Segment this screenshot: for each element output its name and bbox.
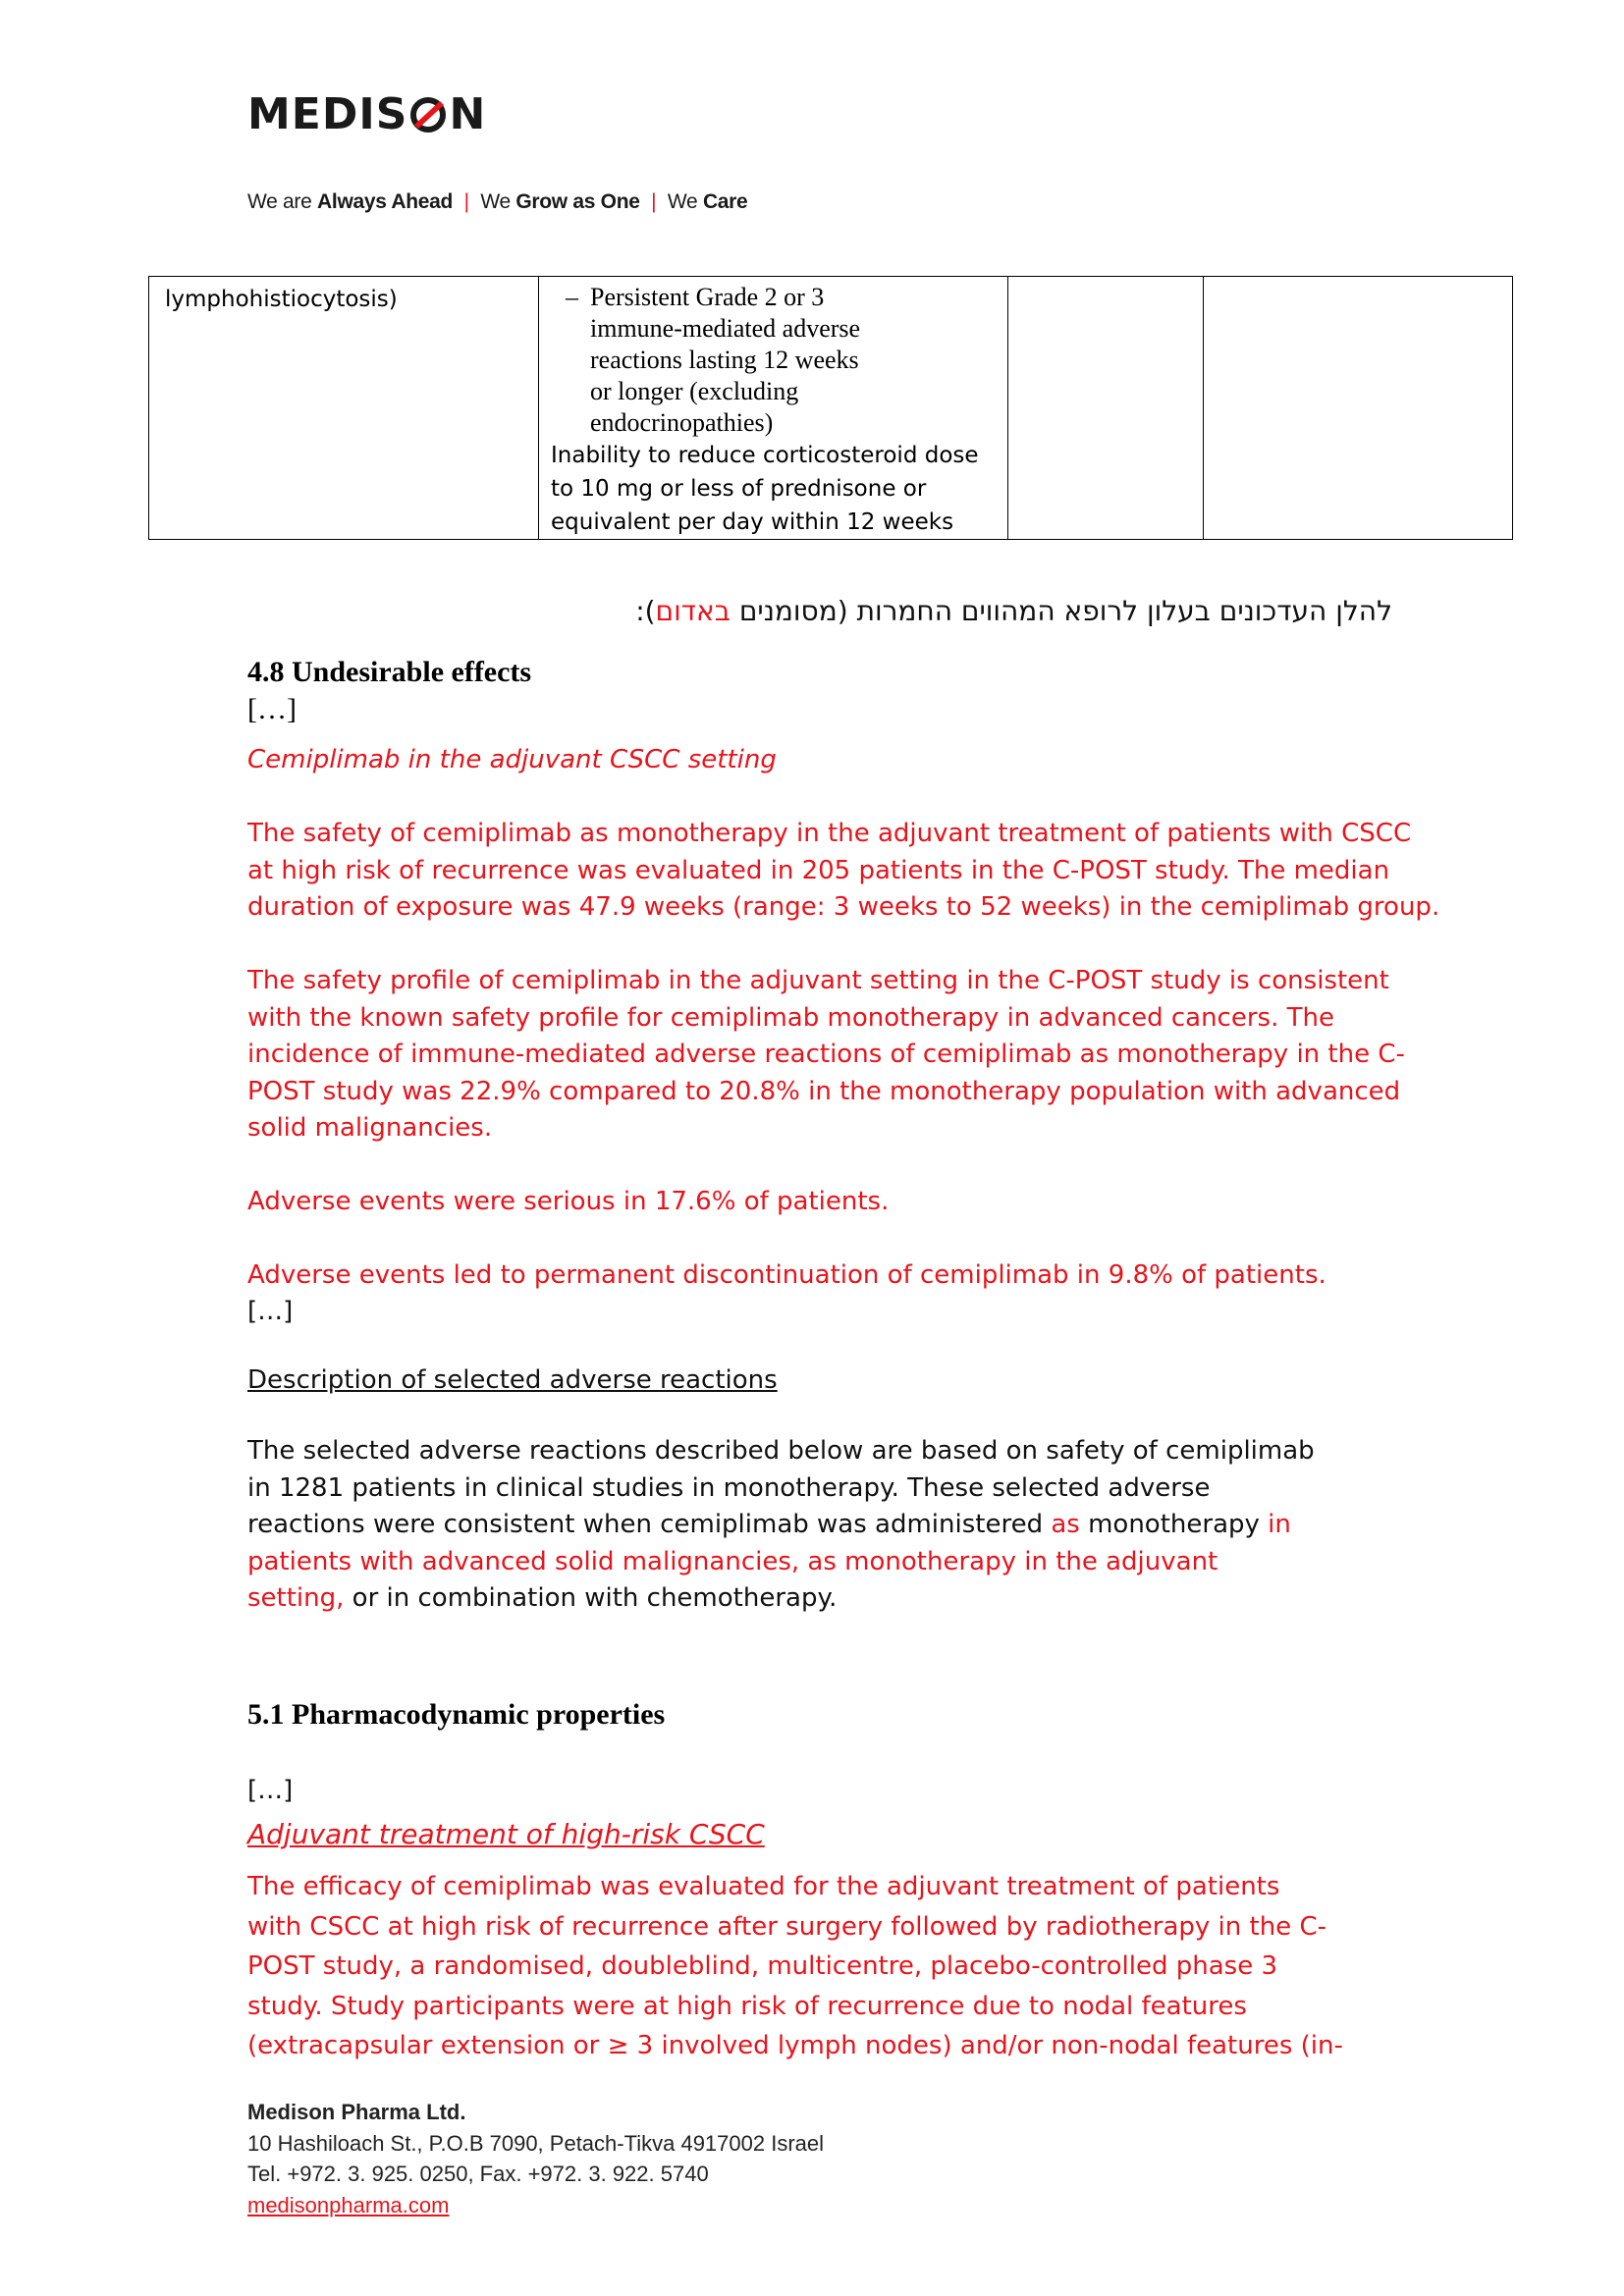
hebrew-text: להלן העדכונים בעלון לרופא המהווים החמרות (מסומנים bbox=[730, 595, 1392, 627]
tagline-separator: | bbox=[463, 190, 469, 213]
table-cell bbox=[1204, 277, 1513, 540]
ellipsis: […] bbox=[247, 1297, 294, 1326]
text-line: solid malignancies. bbox=[247, 1113, 493, 1143]
section-heading-5-1: 5.1 Pharmacodynamic properties bbox=[247, 1698, 666, 1731]
text-run: reactions were consistent when cemiplimab was administered bbox=[247, 1510, 1052, 1539]
table-bullet bbox=[551, 282, 1003, 439]
table-cell bbox=[149, 277, 539, 540]
text-line: at high risk of recurrence was evaluated in 205 patients in the C-POST study. The median bbox=[247, 855, 1390, 885]
bullet-text bbox=[590, 282, 904, 439]
tagline-separator: | bbox=[651, 190, 657, 213]
text-line: The selected adverse reactions described below are based on safety of cemiplimab bbox=[247, 1436, 1315, 1466]
table-cell-text: lymphohistiocytosis) bbox=[165, 287, 398, 312]
paragraph bbox=[247, 1867, 1343, 2066]
adverse-reaction-table bbox=[148, 276, 1513, 540]
text-line: incidence of immune-mediated adverse reactions of cemiplimab as monotherapy in the C- bbox=[247, 1040, 1405, 1069]
text-run: or in combination with chemotherapy. bbox=[344, 1583, 838, 1613]
text-line: in 1281 patients in clinical studies in monotherapy. These selected adverse bbox=[247, 1472, 1211, 1503]
table-row bbox=[149, 277, 1513, 540]
footer-contact: Tel. +972. 3. 925. 0250, Fax. +972. 3. 922. 5740 bbox=[247, 2162, 709, 2186]
bullet-line: reactions lasting 12 weeks bbox=[590, 346, 859, 374]
table-cell bbox=[1008, 277, 1204, 540]
paragraph: Adverse events led to permanent discontinuation of cemiplimab in 9.8% of patients. bbox=[247, 1260, 1326, 1290]
text-run-red: in bbox=[1268, 1510, 1291, 1539]
logo-text-left: MEDIS bbox=[247, 89, 408, 139]
bullet-line: or longer (excluding bbox=[590, 377, 799, 405]
hebrew-text: ): bbox=[635, 595, 656, 627]
text-line: with CSCC at high risk of recurrence after surgery followed by radiotherapy in the C- bbox=[247, 1911, 1326, 1942]
subheading-adjuvant: Cemiplimab in the adjuvant CSCC setting bbox=[247, 745, 777, 774]
cell-line: Inability to reduce corticosteroid dose bbox=[551, 443, 979, 468]
tagline bbox=[247, 190, 747, 214]
tagline-part: We are bbox=[247, 190, 318, 213]
table-cell bbox=[539, 277, 1008, 540]
footer-company: Medison Pharma Ltd. bbox=[247, 2100, 466, 2124]
table-cell-text bbox=[551, 439, 1003, 539]
section-heading-4-8: 4.8 Undesirable effects bbox=[247, 656, 532, 688]
text-line: with the known safety profile for cemiplimab monotherapy in advanced cancers. The bbox=[247, 1002, 1334, 1033]
text-run-red: setting, bbox=[247, 1583, 345, 1613]
bullet-line: endocrinopathies) bbox=[590, 408, 774, 437]
bullet-line: immune-mediated adverse bbox=[590, 314, 861, 343]
tagline-bold: Grow as One bbox=[515, 190, 640, 213]
footer bbox=[247, 2097, 824, 2220]
cell-line: equivalent per day within 12 weeks bbox=[551, 509, 954, 535]
tagline-part: We bbox=[667, 190, 703, 213]
text-line: patients with advanced solid malignancies, as monotherapy in the adjuvant bbox=[247, 1546, 1218, 1576]
ellipsis: […] bbox=[247, 1776, 294, 1805]
paragraph bbox=[247, 963, 1405, 1148]
bullet-line: Persistent Grade 2 or 3 bbox=[590, 283, 825, 311]
text-line: POST study, a randomised, doubleblind, multicentre, placebo-controlled phase 3 bbox=[247, 1951, 1278, 1981]
text-line bbox=[247, 1580, 1315, 1618]
hebrew-note bbox=[635, 595, 1392, 627]
text-line: (extracapsular extension or ≥ 3 involved lymph nodes) and/or non-nodal features (in- bbox=[247, 2031, 1343, 2060]
text-line bbox=[247, 1507, 1315, 1544]
cell-line: to 10 mg or less of prednisone or bbox=[551, 476, 927, 502]
paragraph bbox=[247, 1433, 1315, 1618]
text-run: monotherapy bbox=[1079, 1510, 1269, 1539]
subheading-adjuvant-treatment: Adjuvant treatment of high-risk CSCC bbox=[247, 1818, 765, 1850]
subheading-description: Description of selected adverse reactions bbox=[247, 1365, 778, 1395]
text-run-red: as bbox=[1051, 1510, 1080, 1539]
bullet-dash: – bbox=[566, 283, 578, 311]
footer-website-link[interactable]: medisonpharma.com bbox=[247, 2192, 450, 2217]
logo-o-icon bbox=[408, 95, 448, 134]
paragraph: Adverse events were serious in 17.6% of patients. bbox=[247, 1187, 890, 1216]
tagline-part: We bbox=[480, 190, 516, 213]
hebrew-red-text: באדום bbox=[655, 595, 731, 627]
footer-address: 10 Hashiloach St., P.O.B 7090, Petach-Tikva 4917002 Israel bbox=[247, 2130, 825, 2156]
text-line: The safety of cemiplimab as monotherapy in the adjuvant treatment of patients with CSCC bbox=[247, 819, 1412, 848]
text-line: POST study was 22.9% compared to 20.8% in the monotherapy population with advanced bbox=[247, 1076, 1401, 1106]
logo-text-right: N bbox=[449, 89, 487, 139]
text-line: The safety profile of cemiplimab in the adjuvant setting in the C-POST study is consistent bbox=[247, 966, 1389, 995]
text-line: study. Study participants were at high risk of recurrence due to nodal features bbox=[247, 1991, 1247, 2021]
text-line: duration of exposure was 47.9 weeks (range: 3 weeks to 52 weeks) in the cemiplimab group. bbox=[247, 892, 1440, 922]
tagline-bold: Care bbox=[702, 190, 748, 213]
text-line: The efficacy of cemiplimab was evaluated for the adjuvant treatment of patients bbox=[247, 1872, 1280, 1901]
ellipsis: […] bbox=[247, 693, 297, 725]
medison-logo bbox=[247, 90, 486, 139]
paragraph bbox=[247, 816, 1439, 927]
tagline-bold: Always Ahead bbox=[317, 190, 454, 213]
